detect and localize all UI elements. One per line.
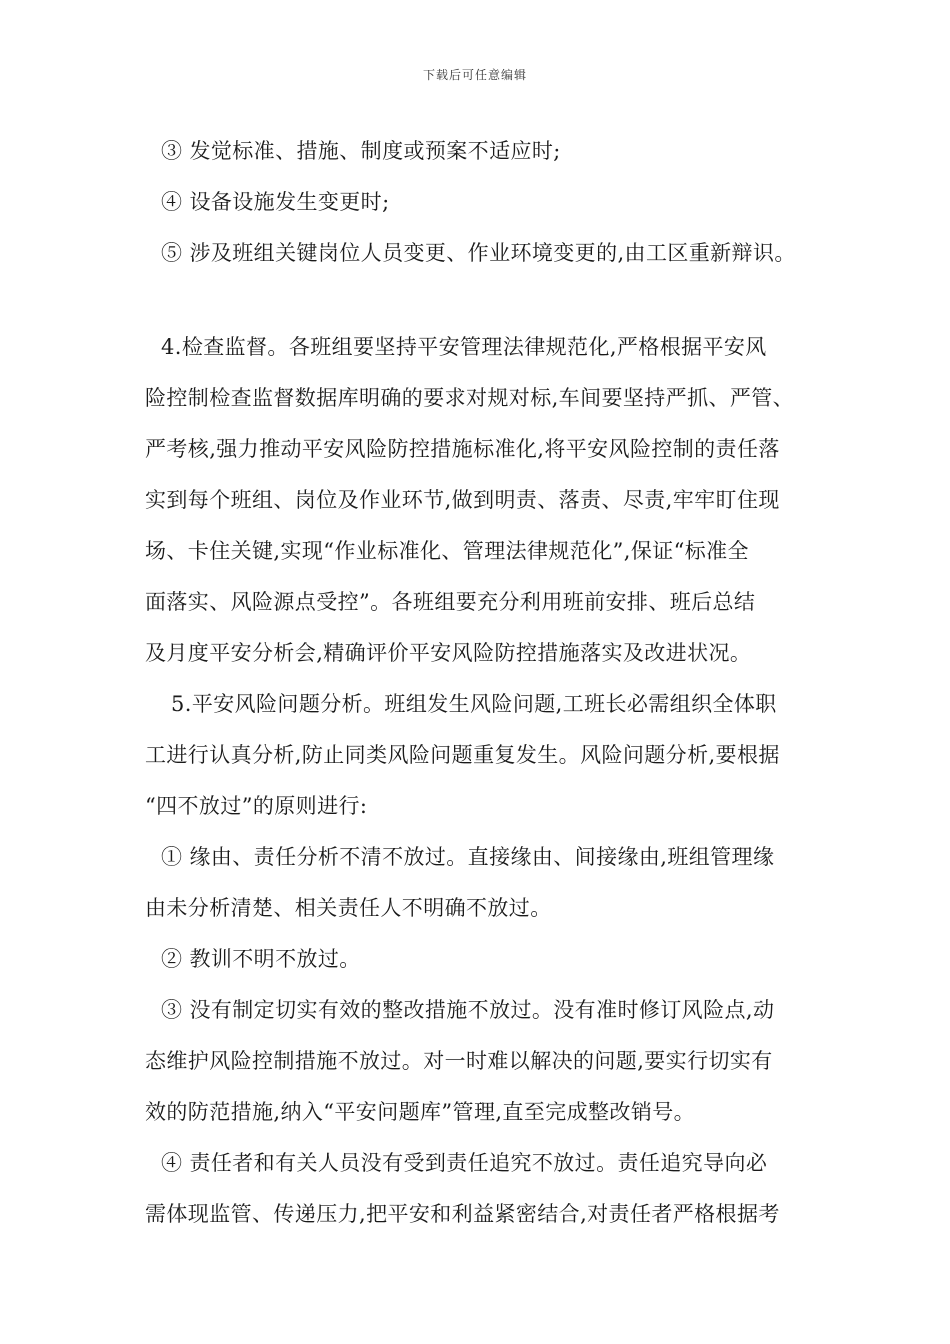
list-item-1-cause-cont: 由未分析清楚、相关责任人不明确不放过。	[145, 896, 552, 920]
paragraph-5-line-1: 5.平安风险问题分析。班组发生风险问题,工班长必需组织全体职	[171, 692, 777, 716]
list-item-4-accountability-cont: 需体现监管、传递压力,把平安和利益紧密结合,对责任者严格根据考	[145, 1202, 780, 1226]
paragraph-4-line-5: 场、卡住关键,实现“作业标准化、管理法律规范化”,保证“标准全	[145, 539, 749, 563]
list-item-1-cause: ① 缘由、责任分析不清不放过。直接缘由、间接缘由,班组管理缘	[161, 845, 775, 869]
paragraph-5-line-3: “四不放过”的原则进行:	[145, 794, 368, 818]
paragraph-4-line-1: 4.检查监督。各班组要坚持平安管理法律规范化,严格根据平安风	[161, 335, 767, 359]
paragraph-4-line-6: 面落实、风险源点受控”。各班组要充分利用班前安排、班后总结	[145, 590, 756, 614]
paragraph-4-line-3: 严考核,强力推动平安风险防控措施标准化,将平安风险控制的责任落	[145, 437, 780, 461]
document-body	[145, 126, 825, 1240]
list-item-5-personnel: ⑤ 涉及班组关键岗位人员变更、作业环境变更的,由工区重新辩识。	[161, 241, 796, 265]
list-item-3-measures-cont-1: 态维护风险控制措施不放过。对一时难以解决的问题,要实行切实有	[145, 1049, 773, 1073]
list-item-4-accountability: ④ 责任者和有关人员没有受到责任追究不放过。责任追究导向必	[161, 1151, 768, 1175]
paragraph-4-line-4: 实到每个班组、岗位及作业环节,做到明责、落责、尽责,牢牢盯住现	[145, 488, 780, 512]
list-item-3-measures: ③ 没有制定切实有效的整改措施不放过。没有准时修订风险点,动	[161, 998, 775, 1022]
list-item-4-equipment: ④ 设备设施发生变更时;	[161, 190, 390, 214]
paragraph-5-line-2: 工进行认真分析,防止同类风险问题重复发生。风险问题分析,要根据	[145, 743, 780, 767]
paragraph-4-line-2: 险控制检查监督数据库明确的要求对规对标,车间要坚持严抓、严管、	[145, 386, 795, 410]
list-item-2-lesson: ② 教训不明不放过。	[161, 947, 361, 971]
paragraph-4-line-7: 及月度平安分析会,精确评价平安风险防控措施落实及改进状况。	[145, 641, 752, 665]
section-gap	[145, 279, 825, 322]
list-item-3-standards: ③ 发觉标准、措施、制度或预案不适应时;	[161, 139, 561, 163]
list-item-3-measures-cont-2: 效的防范措施,纳入“平安问题库”管理,直至完成整改销号。	[145, 1100, 696, 1124]
page-header: 下载后可任意编辑	[422, 68, 527, 82]
